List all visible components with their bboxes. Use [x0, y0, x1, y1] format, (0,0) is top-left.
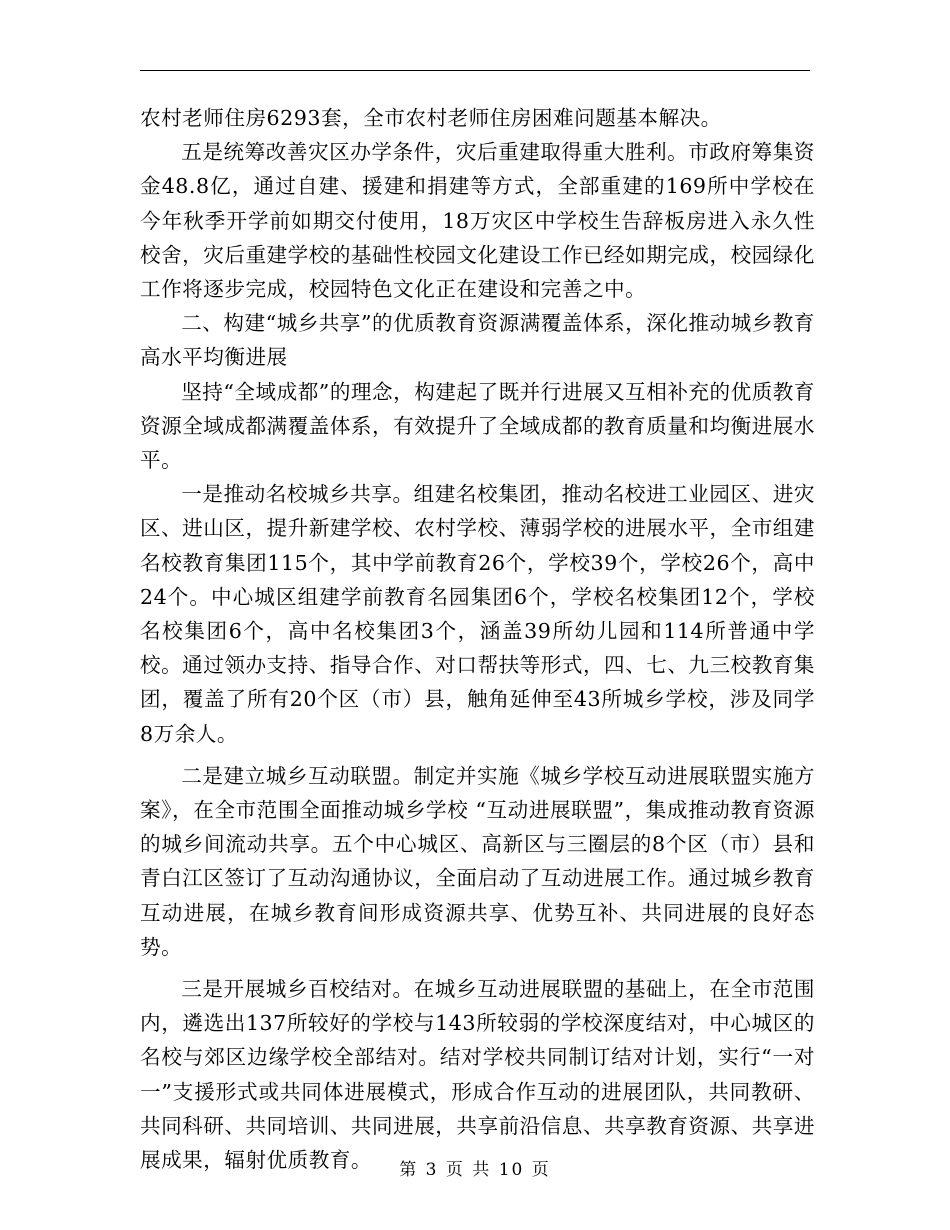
paragraph-housing-conclusion: 农村老师住房6293套，全市农村老师住房困难问题基本解决。: [140, 106, 722, 130]
header-divider: [140, 70, 810, 71]
paragraph-school-pairing: 三是开展城乡百校结对。在城乡互动进展联盟的基础上，在全市范围内，遴选出137所较好的学校与143所较弱的学校深度结对，中心城区的名校与郊区边缘学校全部结对。结对学校共同制订结对计划，实行“一对一”支援形式或共同体进展模式，形成合作互动的进展团队，共同教研、共同科研、共同培训、共同进展，共享前沿信息、共享教育资源、共享进展成果，辐射优质教育。: [140, 977, 815, 1173]
body-text: [140, 101, 815, 1177]
paragraph-famous-school-sharing: 一是推动名校城乡共享。组建名校集团，推动名校进工业园区、进灾区、进山区，提升新建学校、农村学校、薄弱学校的进展水平，全市组建名校教育集团115个，其中学前教育26个，学校39个，学校26个，高中24个。中心城区组建学前教育名园集团6个，学校名校集团12个，学校名校集团6个，高中名校集团3个，涵盖39所幼儿园和114所普通中学校。通过领办支持、指导合作、对口帮扶等形式，四、七、九三校教育集团，覆盖了所有20个区（市）县，触角延伸至43所城乡学校，涉及同学8万余人。: [140, 482, 815, 746]
paragraph-interaction-alliance: 二是建立城乡互动联盟。制定并实施《城乡学校互动进展联盟实施方案》，在全市范围全面推动城乡学校 “互动进展联盟”，集成推动教育资源的城乡间流动共享。五个中心城区、高新区与三圈层的8个区（市）县和青白江区签订了互动沟通协议，全面启动了互动进展工作。通过城乡教育互动进展，在城乡教育间形成资源共享、优势互补、共同进展的良好态势。: [140, 763, 815, 959]
section-heading-urban-rural-sharing: 二、构建“城乡共享”的优质教育资源满覆盖体系，深化推动城乡教育高水平均衡进展: [140, 311, 815, 370]
paragraph-whole-region-concept: 坚持“全域成都”的理念，构建起了既并行进展又互相补充的优质教育资源全域成都满覆盖体系，有效提升了全域成都的教育质量和均衡进展水平。: [140, 379, 815, 473]
paragraph-disaster-rebuild: 五是统筹改善灾区办学条件，灾后重建取得重大胜利。市政府筹集资金48.8亿，通过自建、援建和捐建等方式，全部重建的169所中学校在今年秋季开学前如期交付使用，18万灾区中学校生告辞板房进入永久性校舍，灾后重建学校的基础性校园文化建设工作已经如期完成，校园绿化工作将逐步完成，校园特色文化正在建设和完善之中。: [140, 140, 815, 302]
page-number-footer: 第 3 页 共 10 页: [399, 1160, 551, 1180]
